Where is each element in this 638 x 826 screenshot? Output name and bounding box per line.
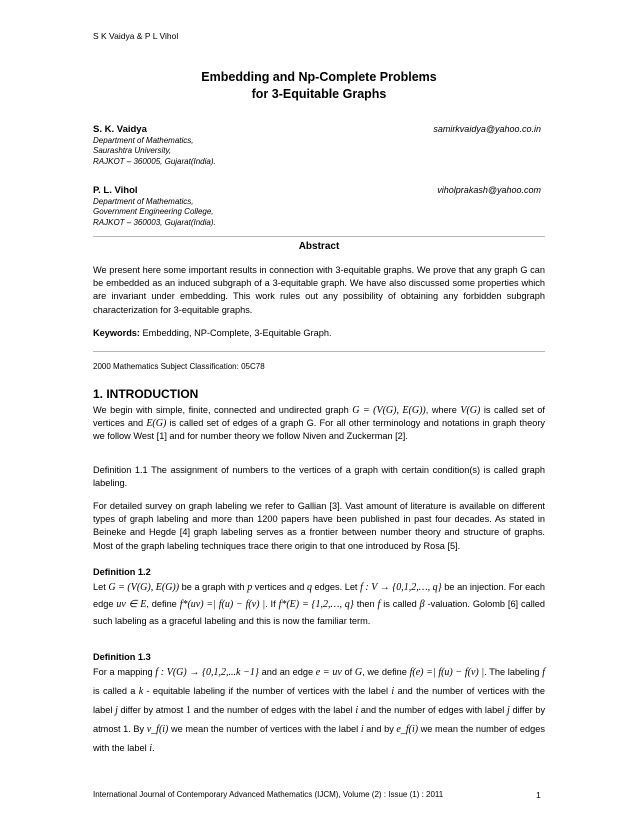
text-run: -valuation. Golomb [6] called such labeling as a graceful labeling and this is now the familiar term. bbox=[93, 599, 546, 626]
math-expression: e = uv bbox=[315, 667, 342, 678]
keywords-line bbox=[93, 327, 545, 340]
math-expression: j bbox=[507, 705, 510, 716]
keywords-label: Keywords: bbox=[93, 328, 140, 338]
math-expression: f : V → {0,1,2,…, q} bbox=[360, 582, 442, 593]
text-run: is bbox=[383, 599, 390, 609]
math-expression: i bbox=[391, 686, 395, 697]
math-expression: f(e) =| f(u) − f(v) | bbox=[409, 667, 485, 678]
math-expression: i bbox=[360, 724, 364, 735]
math-expression: f*(E) = {1,2,…, q} bbox=[278, 599, 354, 610]
math-expression: v_f(i) bbox=[146, 724, 169, 735]
text-run: We begin with simple, finite, connected and undirected graph bbox=[93, 405, 349, 415]
math-expression: i bbox=[355, 705, 359, 716]
math-expression: G = (V(G), E(G)) bbox=[352, 405, 426, 416]
math-expression: e_f(i) bbox=[396, 724, 419, 735]
author-email[interactable]: viholprakash@yahoo.com bbox=[437, 185, 541, 195]
divider bbox=[93, 351, 545, 352]
text-run: then bbox=[356, 599, 375, 609]
author-email[interactable]: samirkvaidya@yahoo.co.in bbox=[433, 124, 541, 134]
math-expression: j bbox=[115, 705, 118, 716]
text-run: the number of vertices with the label bbox=[210, 724, 359, 734]
math-expression: q bbox=[306, 582, 312, 593]
math-expression: G bbox=[354, 667, 363, 678]
text-run: and by bbox=[366, 724, 394, 734]
definition-1-3-heading: Definition 1.3 bbox=[93, 652, 151, 662]
text-run: differ by atmost bbox=[120, 705, 184, 715]
text-run: - equitable labeling if the number of vertices bbox=[146, 686, 330, 696]
text-run: For a mapping bbox=[93, 667, 153, 677]
definition-1-2-heading: Definition 1.2 bbox=[93, 567, 151, 577]
text-run: , we define bbox=[362, 667, 407, 677]
math-expression: f*(uv) =| f(u) − f(v) | bbox=[179, 599, 266, 610]
math-expression: k bbox=[138, 686, 144, 697]
section-heading-introduction: 1. INTRODUCTION bbox=[93, 387, 199, 401]
survey-paragraph: For detailed survey on graph labeling we refer to Gallian [3]. Vast amount of literature is available on different types of graph labeling and more than 1200 papers have been published in past four decades. As stated in Beineke and Hegde [4] graph labeling serves as a frontier between number theory and structure of graphs. Most of the graph labeling techniques trace there origin to that one introduced by Rosa [5]. bbox=[93, 501, 545, 551]
math-expression: E(G) bbox=[146, 418, 167, 430]
intro-paragraph bbox=[93, 404, 545, 444]
abstract-text: We present here some important results in connection with 3-equitable graphs. We prove that any graph G can be embedded as an induced subgraph of a 3-equitable graph. We have also discussed some properties which are invariant under embedding. This work rules out any possibility of obtaining any forbidden subgraph characterization for 3-equitable graphs. bbox=[93, 265, 545, 315]
definition-1-2-body bbox=[93, 579, 545, 630]
math-expression: β bbox=[419, 599, 425, 610]
author-affiliation: Government Engineering College, bbox=[93, 207, 214, 217]
page-footer: International Journal of Contemporary Advanced Mathematics (IJCM), Volume (2) : Issue (1) : 2011 bbox=[93, 790, 444, 799]
text-run: is called a bbox=[93, 686, 136, 696]
text-run: edges. Let bbox=[314, 582, 358, 592]
keywords-text: Embedding, NP-Complete, 3-Equitable Graph. bbox=[142, 328, 332, 338]
text-run: we mean bbox=[170, 724, 209, 734]
paper-title bbox=[0, 69, 638, 103]
math-expression: uv ∈ E bbox=[116, 599, 147, 610]
author-block-1 bbox=[93, 124, 545, 167]
math-expression: f bbox=[377, 599, 381, 610]
text-run: , define bbox=[146, 599, 177, 609]
text-run: . The labeling bbox=[484, 667, 540, 677]
math-expression: f : V(G) → {0,1,2,...k −1} bbox=[155, 667, 259, 678]
text-run: Let bbox=[93, 582, 106, 592]
text-run: is called set of edges of a graph G. For all other terminology and notations in graph theory we follow West [1] and for number theory we follow Niven and Zuckerman [2]. bbox=[93, 418, 545, 442]
divider bbox=[93, 236, 545, 237]
math-expression: V(G) bbox=[460, 405, 481, 416]
math-expression: i bbox=[149, 743, 152, 754]
author-affiliation: Department of Mathematics, bbox=[93, 197, 194, 206]
text-run: be an bbox=[444, 582, 468, 592]
text-run: be a graph with bbox=[181, 582, 245, 592]
text-run: injection. For each edge bbox=[93, 582, 546, 609]
author-name: P. L. Vihol bbox=[93, 185, 138, 196]
text-run: vertices and bbox=[254, 582, 305, 592]
author-affiliation: RAJKOT – 360003, Gujarat(India). bbox=[93, 217, 216, 227]
author-name: S. K. Vaidya bbox=[93, 124, 147, 135]
text-run: called bbox=[392, 599, 417, 609]
text-run: differ by atmost 1. By bbox=[93, 705, 546, 734]
math-expression: f bbox=[542, 667, 545, 678]
page-number: 1 bbox=[536, 790, 541, 800]
text-run: is called set of vertices and bbox=[93, 405, 545, 429]
author-block-2 bbox=[93, 185, 545, 228]
author-affiliation: RAJKOT – 360005, Gujarat(India). bbox=[93, 156, 216, 166]
definition-1-1: Definition 1.1 The assignment of numbers to the vertices of a graph with certain condition(s) is called graph labeling. bbox=[93, 465, 545, 489]
author-affiliation: Department of Mathematics, bbox=[93, 136, 194, 145]
math-expression: 1 bbox=[186, 705, 191, 716]
math-expression: G = (V(G), E(G)) bbox=[108, 582, 180, 593]
text-run: , where bbox=[425, 405, 457, 415]
title-line-2: for 3-Equitable Graphs bbox=[251, 87, 387, 101]
text-run: and the number of edges with label bbox=[360, 705, 505, 715]
text-run: with the label bbox=[332, 686, 389, 696]
text-run: and the number of vertices with the label bbox=[93, 686, 546, 715]
definition-1-3-body bbox=[93, 663, 545, 758]
author-affiliation: Saurashtra University, bbox=[93, 146, 172, 156]
text-run: . If bbox=[265, 599, 276, 609]
text-run: . bbox=[151, 743, 155, 753]
running-head: S K Vaidya & P L Vihol bbox=[93, 31, 179, 41]
text-run: of bbox=[344, 667, 353, 677]
abstract-heading: Abstract bbox=[298, 241, 340, 252]
math-expression: p bbox=[247, 582, 253, 593]
msc-line: 2000 Mathematics Subject Classification: 05C78 bbox=[93, 362, 265, 371]
text-run: and the number of bbox=[193, 705, 269, 715]
text-run: we mean the number of edges with the label bbox=[93, 724, 545, 753]
text-run: and an edge bbox=[261, 667, 314, 677]
text-run: edges with the label bbox=[271, 705, 353, 715]
title-line-1: Embedding and Np-Complete Problems bbox=[201, 70, 437, 84]
